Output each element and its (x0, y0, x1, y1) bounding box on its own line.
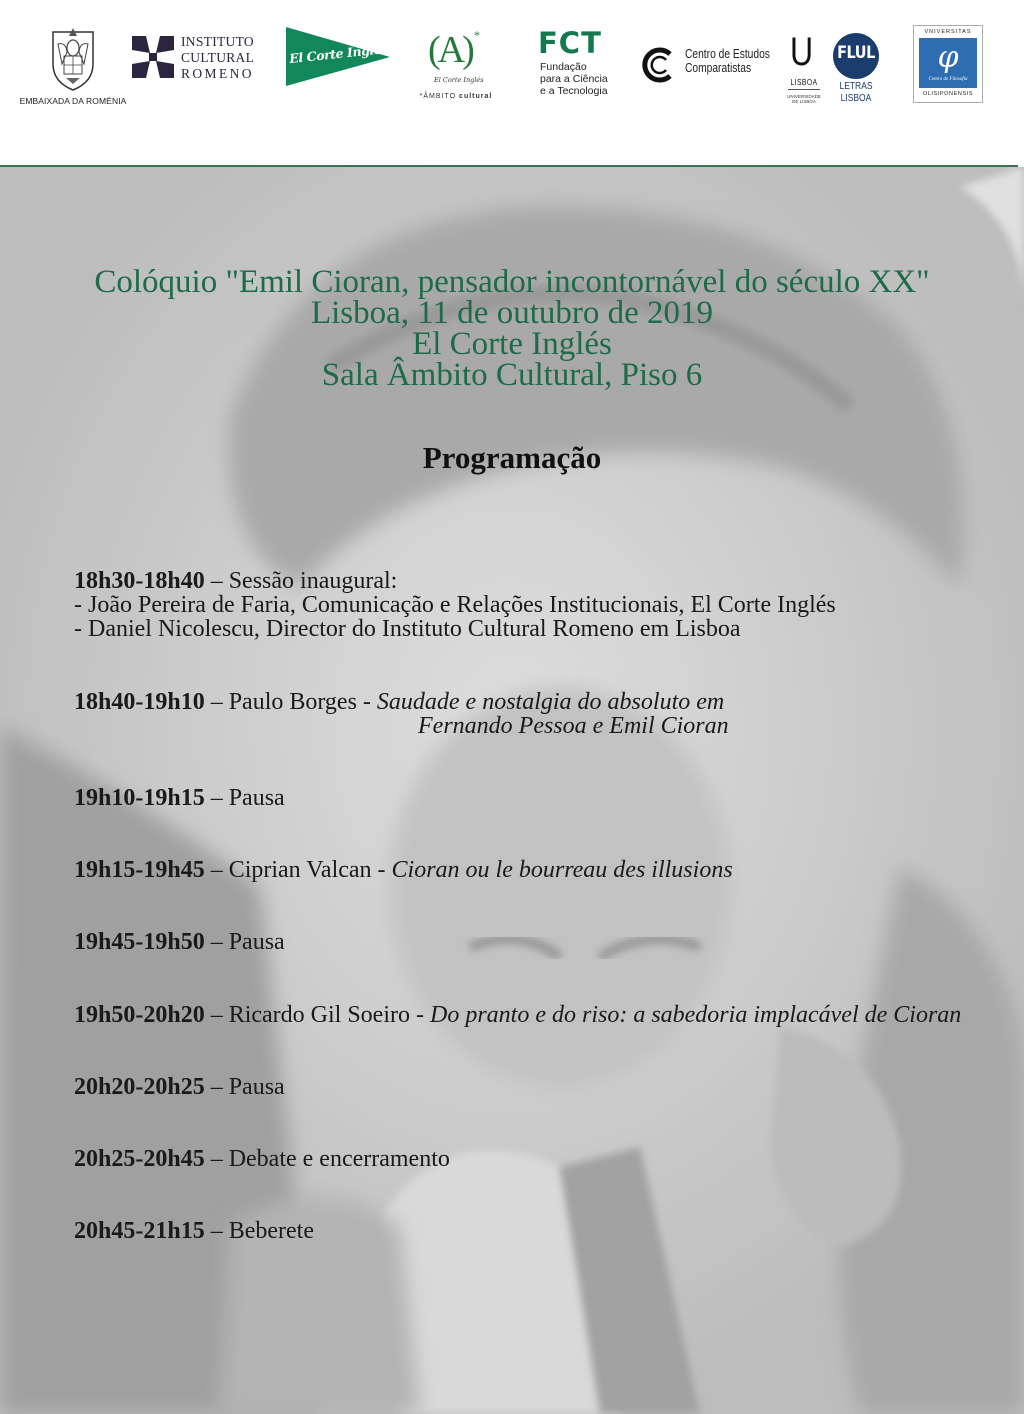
icr-line-3: ROMENO (181, 66, 254, 81)
program-text: – Pausa (204, 785, 285, 811)
romanian-coat-of-arms-icon (48, 24, 98, 94)
program-sub-line: - Daniel Nicolescu, Director do Instituto Cultural Romeno em Lisboa (74, 616, 741, 642)
program-text: – Ricardo Gil Soeiro - (204, 1002, 430, 1028)
program-item (74, 858, 1004, 882)
program-heading: Programação (422, 440, 602, 475)
program-item (74, 1219, 1004, 1243)
program-time: 20h45-21h15 (74, 1218, 205, 1244)
program-text: – Beberete (204, 1218, 314, 1244)
event-title: Colóquio "Emil Cioran, pensador incontornável do século XX" (94, 264, 930, 300)
program-time: 19h45-19h50 (74, 929, 205, 955)
program-time: 19h15-19h45 (74, 857, 205, 883)
fct-logo (538, 26, 620, 100)
universitas-olisiponensis-logo (913, 25, 983, 103)
el-corte-ingles-logo (286, 27, 392, 87)
program-time: 19h10-19h15 (74, 785, 205, 811)
ambito-sub: El Corte Inglés (434, 76, 484, 84)
program-text: – Pausa (204, 1074, 285, 1100)
univ-phi: φ (937, 40, 959, 75)
program-time: 19h50-20h20 (74, 1002, 205, 1028)
univ-bottom: OLISIPONENSIS (922, 91, 974, 97)
fct-line-3: e a Tecnologia (540, 85, 608, 97)
univ-inner: Centro de Filosofia (928, 77, 968, 82)
program-item (74, 690, 1004, 738)
ulisboa-sub-2: DE LISBOA (792, 99, 816, 104)
program-talk-title: Do pranto e do riso: a sabedoria implacável de Cioran (429, 1002, 962, 1028)
icr-line-1: INSTITUTO (181, 34, 254, 49)
program-item (74, 1147, 1004, 1171)
cec-logo (640, 44, 770, 86)
ulisboa-divider (788, 89, 820, 90)
flul-logo (830, 33, 882, 107)
fct-mark: FCT (538, 26, 602, 60)
program-text: – Debate e encerramento (204, 1146, 450, 1172)
program-item (74, 786, 1004, 810)
event-date: Lisboa, 11 de outubro de 2019 (310, 295, 714, 331)
program-talk-title: Cioran ou le bourreau des illusions (391, 857, 733, 883)
icr-line-2: CULTURAL (181, 50, 255, 65)
event-title-block (0, 264, 1024, 393)
program-text: – Ciprian Valcan - (204, 857, 392, 883)
program-item (74, 1075, 1004, 1099)
cec-line-1: Centro de Estudos (685, 47, 770, 61)
event-venue: El Corte Inglés (412, 326, 612, 362)
ulisboa-name: LISBOA (790, 78, 818, 87)
program-time: 18h40-19h10 (74, 689, 205, 715)
program-sub-line: - João Pereira de Faria, Comunicação e Relações Institucionais, El Corte Inglés (74, 592, 836, 618)
program-item (74, 569, 1004, 641)
ambito-star: * (474, 28, 480, 42)
flul-line-1: LETRAS (839, 81, 873, 92)
ambito-caption (414, 93, 498, 100)
eci-wordmark: El Corte Inglés (288, 40, 389, 67)
embassy-caption: EMBAIXADA DA ROMÉNIA (19, 96, 127, 106)
icr-cross-icon (132, 36, 174, 78)
program-item (74, 1003, 1004, 1027)
cec-line-2: Comparatistas (685, 60, 752, 75)
program-time: 20h25-20h45 (74, 1146, 205, 1172)
cec-c-icon (640, 46, 678, 84)
fct-line-1: Fundação (540, 61, 587, 73)
partner-logos-header (0, 0, 1024, 165)
program-item (74, 930, 1004, 954)
ambito-cultural-logo (414, 28, 498, 104)
program-talk-title: Saudade e nostalgia do absoluto em (376, 689, 725, 715)
ulisboa-logo (786, 30, 822, 108)
flul-circle (833, 33, 879, 79)
ambito-mark: (A) (428, 29, 472, 71)
univ-box (919, 38, 977, 88)
program-talk-title-cont: Fernando Pessoa e Emil Cioran (418, 713, 729, 739)
program-text: – Pausa (204, 929, 285, 955)
fct-line-2: para a Ciência (540, 73, 608, 85)
romanian-embassy-logo (18, 24, 128, 108)
univ-top: VNIVERSITAS (924, 29, 972, 35)
program-text: – Sessão inaugural: (204, 568, 398, 594)
program-text: – Paulo Borges - (204, 689, 377, 715)
program-time: 18h30-18h40 (74, 568, 205, 594)
ambito-caption-b: cultural (459, 93, 493, 100)
ulisboa-sub (784, 94, 824, 104)
ambito-caption-a: *ÂMBITO (419, 93, 457, 100)
ulisboa-mark: U (790, 30, 814, 74)
event-room: Sala Âmbito Cultural, Piso 6 (321, 357, 703, 393)
flul-mark: FLUL (837, 43, 875, 63)
icr-logo (132, 34, 262, 82)
program-time: 20h20-20h25 (74, 1074, 205, 1100)
flul-line-2: LISBOA (840, 93, 872, 104)
ulisboa-sub-1: UNIVERSIDADE (787, 94, 821, 99)
